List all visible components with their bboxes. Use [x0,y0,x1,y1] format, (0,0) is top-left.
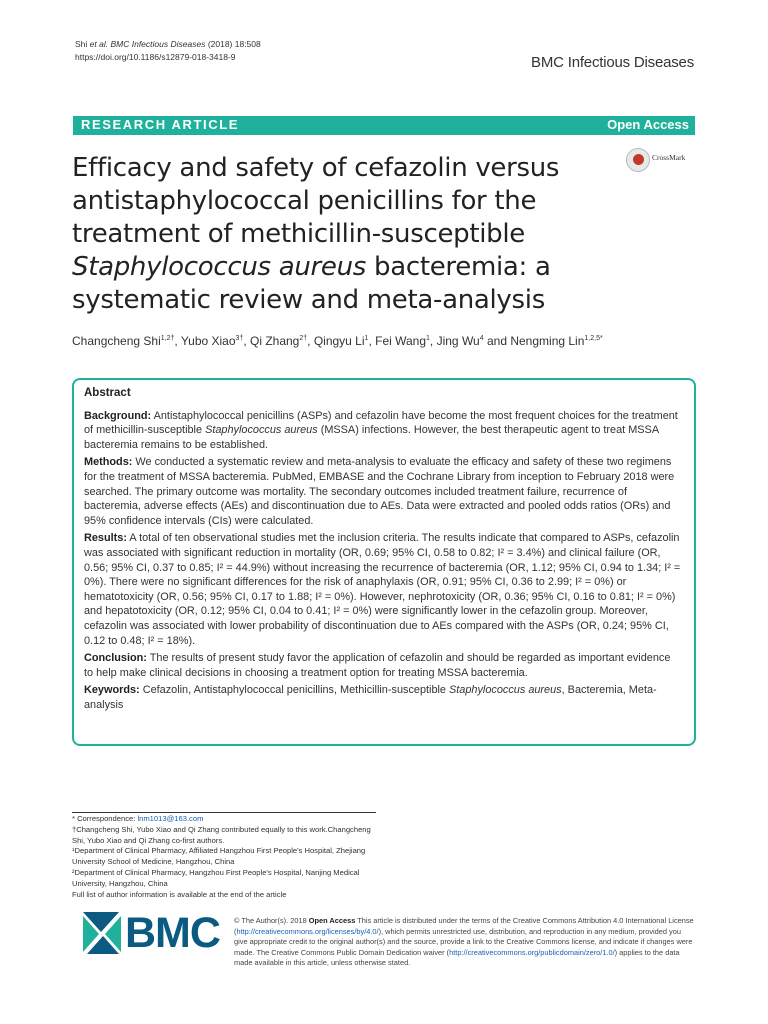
doi-link[interactable]: https://doi.org/10.1186/s12879-018-3418-9 [75,52,236,62]
citation-line [75,38,261,51]
bmc-logo-text: BMC [125,909,220,957]
affiliation-2: ²Department of Clinical Pharmacy, Hangzhou First People's Hospital, Nanjing Medical University, Hangzhou, China [72,867,360,888]
article-type-label: RESEARCH ARTICLE [81,117,240,132]
title-line-5: systematic review and meta-analysis [72,285,545,315]
author[interactable]: Changcheng Shi$^{1,2\dagger}$ [72,334,175,348]
open-access-label: Open Access [607,117,689,132]
cc-zero-link[interactable]: http://creativecommons.org/publicdomain/zero/1.0/ [449,947,615,957]
article-title [72,152,612,317]
title-line-4 [72,251,612,284]
crossmark-label: CrossMark [652,153,686,162]
abstract-background: Background: Antistaphylococcal penicillins (ASPs) and cefazolin have become the most frequent choices for the treatment of methicillin-susceptible Staphylococcus aureus (MSSA) infections. However, the best therapeutic agent to treat MSSA bacteremia remains to be established. [84,409,678,451]
full-list-note: Full list of author information is available at the end of the article [72,889,287,899]
cc-by-license-link[interactable]: http://creativecommons.org/licenses/by/4.0/ [236,926,379,936]
journal-name: BMC Infectious Diseases [531,54,694,71]
crossmark-button[interactable] [624,146,704,174]
title-line-1: Efficacy and safety of cefazolin versus [72,153,560,183]
abstract-conclusion: Conclusion: The results of present study favor the application of cefazolin and should be regarded as important evidence to help make clinical decisions in choosing a treatment option for treating MSSA bacteremia. [84,652,671,679]
title-line-2: antistaphylococcal penicillins for the [72,186,537,216]
author[interactable]: Qi Zhang$^{2\dagger}$ [250,334,308,348]
affiliation-1: ¹Department of Clinical Pharmacy, Affiliated Hangzhou First People's Hospital, Zhejiang University School of Medicine, Hangzhou, China [72,846,366,867]
article-type-banner [73,116,695,135]
equal-contribution-note: †Changcheng Shi, Yubo Xiao and Qi Zhang contributed equally to this work.Changcheng Shi, Yubo Xiao and Qi Zhang co-first authors. [72,824,371,845]
bmc-logo-icon [83,910,123,956]
crossmark-icon [626,148,650,172]
citation-authors: Shi [75,39,88,49]
author[interactable]: Yubo Xiao$^{3\dagger}$ [180,334,244,348]
title-line-4-rest: bacteremia: a [366,252,551,282]
title-line-3: treatment of methicillin-susceptible [72,219,525,249]
title-species: Staphylococcus aureus [72,252,367,282]
author[interactable]: Fei Wang$^1$ [375,334,430,348]
correspondence: * Correspondence: lnm1013@163.com [72,814,204,823]
author-list: Changcheng Shi$^{1,2\dagger}$, Yubo Xiao$^{3\dagger}$, Qi Zhang$^{2\dagger}$, Qingyu Li$^1$, Fei Wang$^1$, Jing Wu$^4$ and Nengming Lin$^{1,2,5*}$ [72,334,603,348]
bmc-logo [83,910,218,956]
license-statement: © The Author(s). 2018 Open Access This article is distributed under the terms of the Creative Commons Attribution 4.0 International License (http://creativecommons.org/licenses/by/4.0/), which permits unrestricted use, distribution, and reproduction in any medium, provided you give appropriate credit to the original author(s) and the source, provide a link to the Creative Commons license, and indicate if changes were made. The Creative Commons Public Domain Dedication waiver (http://creativecommons.org/publicdomain/zero/1.0/) applies to the data made available in this article, unless otherwise stated. [234,916,694,968]
abstract-keywords: Keywords: Cefazolin, Antistaphylococcal penicillins, Methicillin-susceptible Staphylococcus aureus, Bacteremia, Meta-analysis [84,684,657,711]
correspondence-email-link[interactable]: lnm1013@163.com [137,814,204,823]
footnote-divider [72,812,376,813]
abstract-methods: Methods: We conducted a systematic review and meta-analysis to evaluate the efficacy and safety of these two regimens for the treatment of MSSA bacteremia. PubMed, EMBASE and the Cochrane Library from inception to February 2018 were searched. The primary outcome was mortality. The secondary outcomes included treatment failure, recurrence of bacteremia, adverse effects (AEs) and discontinuation due to AEs. Data were extracted and pooled odds ratios (ORs) and 95% confidence intervals (CIs) were calculated. [84,456,675,527]
author[interactable]: Qingyu Li$^1$ [313,334,369,348]
citation-year-vol: (2018) 18:508 [207,39,261,49]
footnotes [72,814,382,900]
citation-etal: et al. [89,39,109,49]
author[interactable]: Jing Wu$^4$ [436,334,484,348]
abstract-results: Results: A total of ten observational studies met the inclusion criteria. The results indicate that compared to ASPs, cefazolin was associated with significant reduction in mortality (OR, 0.69; 95% CI, 0.58 to 0.82; I² = 3.4%) and clinical failure (OR, 0.56; 95% CI, 0.37 to 0.85; I² = 44.9%) without increasing the recurrence of bacteremia (OR, 1.12; 95% CI, 0.94 to 1.34; I² = 0%). There were no significant differences for the risk of anaphylaxis (OR, 0.91; 95% CI, 0.36 to 2.99; I² = 0%) or hematotoxicity (OR, 0.56; 95% CI, 0.17 to 1.88; I² = 0%). However, nephrotoxicity (OR, 0.36; 95% CI, 0.16 to 0.81; I² = 0%) and hepatotoxicity (OR, 0.12; 95% CI, 0.04 to 0.41; I² = 0%) were significantly lower in the cefazolin group. Moreover, cefazolin was associated with lower probability of discontinuation due to AEs compared with the ASPs (OR, 0.24; 95% CI, 0.12 to 0.48; I² = 18%). [84,532,681,647]
author[interactable]: Nengming Lin$^{1,2,5*}$ [510,334,603,348]
abstract-heading: Abstract [84,387,131,399]
abstract-box [72,378,696,746]
citation-journal: BMC Infectious Diseases [110,39,206,49]
citation-block [75,38,261,64]
